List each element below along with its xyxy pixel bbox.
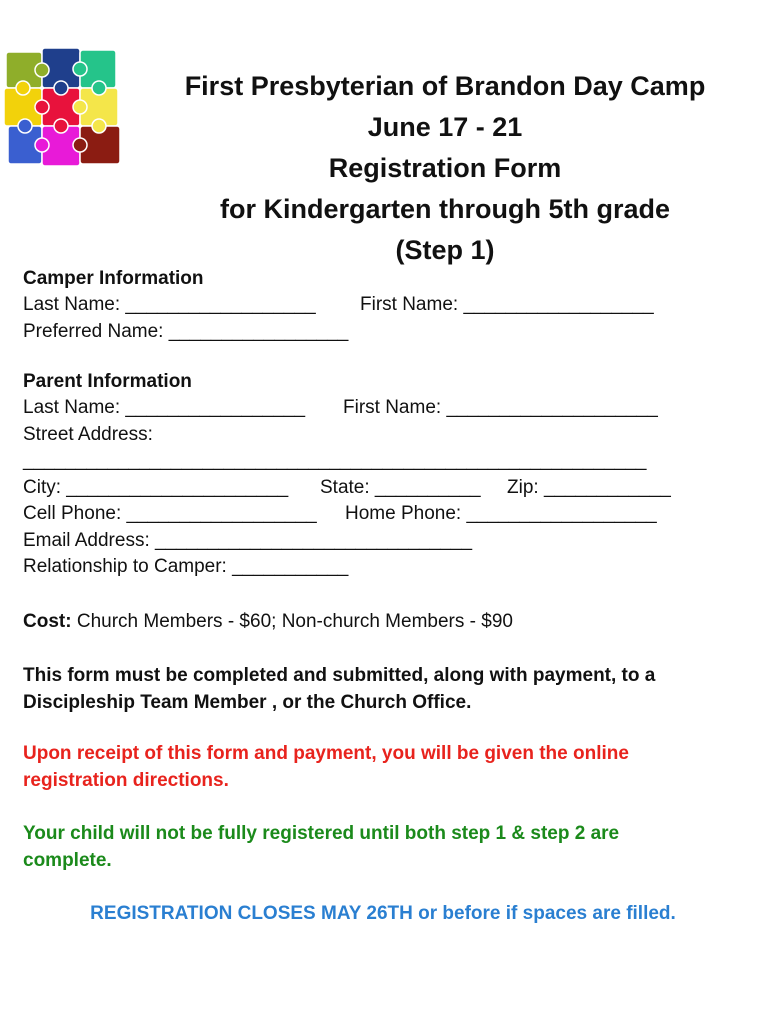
cost-line [23,609,723,636]
camper-info-heading: Camper Information [23,268,204,289]
registered-note: Your child will not be fully registered until both step 1 & step 2 are complete. [23,823,620,871]
parent-last-name-field[interactable]: Last Name: _________________ [23,397,306,418]
form-title [150,66,740,271]
city-field[interactable]: City: _____________________ [23,476,289,498]
state-field[interactable]: State: __________ [320,476,481,498]
city-state-zip-row [23,475,743,502]
relationship-field[interactable]: Relationship to Camper: ___________ [23,556,349,577]
parent-first-name-field[interactable]: First Name: ____________________ [343,397,658,418]
parent-name-row [23,395,743,422]
camper-name-row [23,292,743,319]
street-address-field[interactable]: ___________________________________________________________ [23,450,647,471]
zip-field[interactable]: Zip: ____________ [507,476,671,498]
title-line-4: for Kindergarten through 5th grade [219,194,670,224]
email-field[interactable]: Email Address: ______________________________ [23,529,473,551]
registration-closes-note: REGISTRATION CLOSES MAY 26TH or before if spaces are filled. [90,903,676,924]
form-content [23,266,743,581]
street-address-label: Street Address: [23,423,153,445]
cost-text: Church Members - $60; Non-church Members - $90 [71,611,513,632]
cell-phone-field[interactable]: Cell Phone: __________________ [23,503,317,524]
cost-label: Cost: [23,611,72,632]
title-line-3: Registration Form [328,153,562,183]
parent-info-heading: Parent Information [23,371,192,392]
submit-note: This form must be completed and submitted, along with payment, to a Discipleship Team Member , or the Church Office. [23,665,656,713]
camper-last-name-field[interactable]: Last Name: __________________ [23,294,316,315]
camper-preferred-name-field[interactable]: Preferred Name: _________________ [23,320,349,342]
receipt-note: Upon receipt of this form and payment, you will be given the online registration directions. [23,743,629,791]
title-line-2: June 17 - 21 [367,112,523,142]
camper-first-name-field[interactable]: First Name: __________________ [360,294,654,315]
title-line-1: First Presbyterian of Brandon Day Camp [184,71,706,101]
home-phone-field[interactable]: Home Phone: __________________ [345,503,657,524]
puzzle-pieces-logo [0,42,126,168]
phone-row [23,501,743,528]
title-line-5: (Step 1) [395,235,495,265]
